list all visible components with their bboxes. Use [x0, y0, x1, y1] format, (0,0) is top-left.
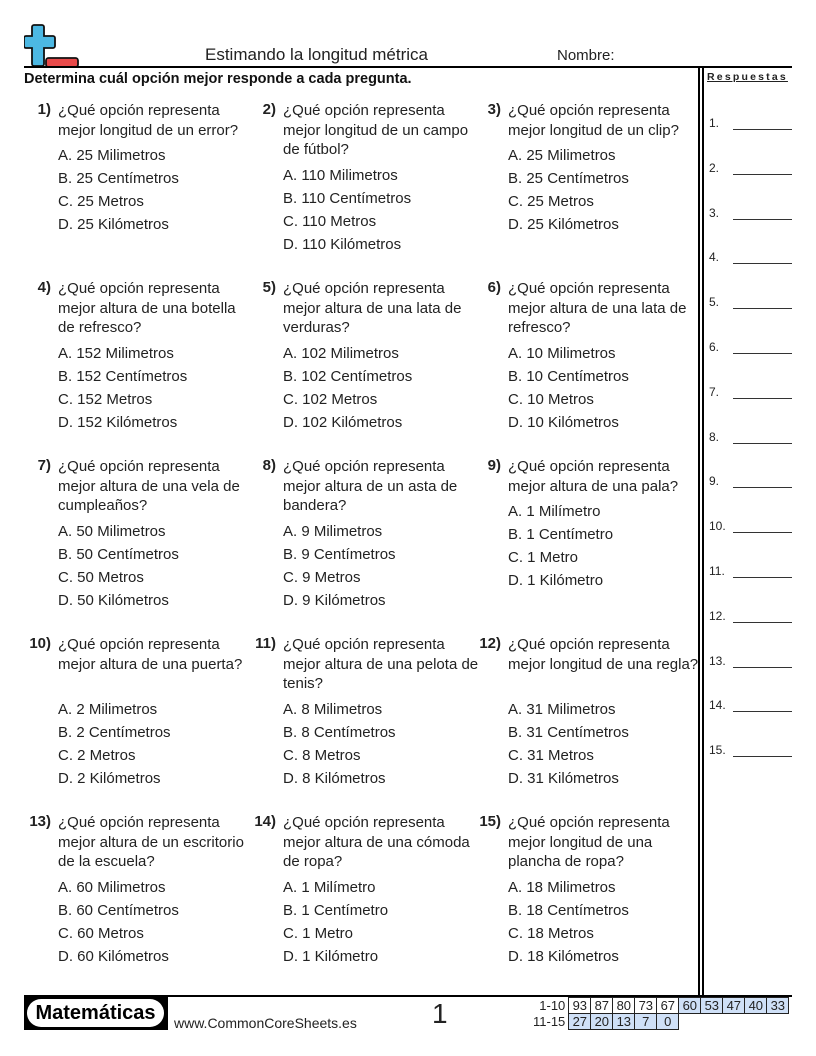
question-number: 11) — [255, 635, 276, 652]
option-a[interactable]: A. 31 Milimetros — [508, 700, 616, 718]
score-cell: 73 — [635, 998, 657, 1014]
answer-row — [709, 609, 793, 625]
answer-row — [709, 474, 793, 490]
answer-row — [709, 161, 793, 177]
answer-row — [709, 206, 793, 222]
site-url: www.CommonCoreSheets.es — [174, 1015, 357, 1031]
answer-blank[interactable] — [733, 487, 792, 488]
option-a[interactable]: A. 50 Milimetros — [58, 522, 166, 540]
score-cell: 0 — [657, 1014, 679, 1030]
question-number: 2) — [262, 101, 276, 118]
answer-options — [58, 876, 179, 968]
score-row — [530, 1014, 789, 1030]
option-a[interactable]: A. 25 Milimetros — [508, 147, 616, 164]
question-number: 9) — [487, 457, 501, 474]
option-c[interactable]: C. 25 Metros — [58, 193, 144, 210]
score-cell: 40 — [745, 998, 767, 1014]
score-cell: 67 — [657, 998, 679, 1014]
answer-number: 6. — [709, 340, 720, 354]
score-cell: 7 — [635, 1014, 657, 1030]
score-row — [530, 998, 789, 1014]
answer-options — [58, 520, 179, 612]
option-c[interactable]: C. 102 Metros — [283, 390, 378, 408]
score-cell: 53 — [701, 998, 723, 1014]
question-number: 10) — [29, 635, 51, 652]
option-a[interactable]: A. 102 Milimetros — [283, 344, 399, 362]
option-d[interactable]: D. 10 Kilómetros — [508, 413, 619, 431]
score-cell: 47 — [723, 998, 745, 1014]
answer-options — [508, 876, 629, 968]
question-text: ¿Qué opción representa mejor altura de una lata de refresco? — [508, 280, 687, 336]
option-d[interactable]: D. 2 Kilómetros — [58, 769, 161, 787]
score-cell: 33 — [767, 998, 789, 1014]
score-cell: 60 — [679, 998, 701, 1014]
answer-row — [709, 654, 793, 670]
option-a[interactable]: A. 25 Milimetros — [58, 147, 166, 164]
question-text: ¿Qué opción representa mejor altura de un escritorio de la escuela? — [58, 814, 244, 870]
answer-number: 10. — [709, 519, 726, 534]
option-d[interactable]: D. 152 Kilómetros — [58, 413, 178, 431]
answer-blank[interactable] — [733, 308, 792, 309]
question-text: ¿Qué opción representa mejor altura de una puerta? — [58, 636, 243, 673]
answer-blank[interactable] — [733, 711, 792, 712]
option-c[interactable]: C. 2 Metros — [58, 746, 136, 764]
question-4 — [24, 279, 249, 449]
option-b[interactable]: B. 2 Centímetros — [58, 723, 171, 741]
answer-blank[interactable] — [733, 577, 792, 578]
option-b[interactable]: B. 9 Centímetros — [283, 545, 396, 563]
answer-blank[interactable] — [733, 353, 792, 354]
answer-options — [58, 342, 187, 434]
answer-blank[interactable] — [733, 398, 792, 399]
question-12 — [474, 635, 699, 805]
option-b[interactable]: B. 10 Centímetros — [508, 367, 629, 385]
option-a[interactable]: A. 1 Milímetro — [283, 878, 376, 896]
option-a[interactable]: A. 8 Milimetros — [283, 700, 383, 718]
question-number: 4) — [37, 279, 51, 296]
question-3 — [474, 101, 699, 271]
score-cell: 87 — [591, 998, 613, 1014]
answer-options — [508, 698, 629, 790]
question-7 — [24, 457, 249, 627]
option-b[interactable]: B. 60 Centímetros — [58, 901, 179, 919]
option-c[interactable]: C. 9 Metros — [283, 568, 361, 586]
question-text: ¿Qué opción representa mejor altura de una botella de refresco? — [58, 280, 236, 336]
logo-plus-minus-icon — [24, 24, 80, 68]
answer-number: 2. — [709, 160, 720, 175]
answer-number: 3. — [709, 205, 720, 220]
option-b[interactable]: B. 8 Centímetros — [283, 723, 396, 741]
score-cell: 93 — [569, 998, 591, 1014]
answer-number: 15. — [709, 743, 726, 758]
score-cell: 20 — [591, 1014, 613, 1030]
answer-options — [283, 698, 396, 790]
answer-row — [709, 250, 793, 266]
question-11 — [249, 635, 479, 805]
question-number: 8) — [262, 457, 276, 474]
answer-row — [709, 295, 793, 311]
question-text: ¿Qué opción representa mejor altura de una pala? — [508, 458, 679, 495]
question-number: 3) — [487, 101, 501, 118]
question-number: 15) — [479, 813, 501, 830]
question-number: 13) — [29, 813, 51, 830]
answer-row — [709, 564, 793, 580]
option-c[interactable]: C. 25 Metros — [508, 193, 594, 210]
option-d[interactable]: D. 25 Kilómetros — [508, 216, 619, 233]
question-text: ¿Qué opción representa mejor altura de una pelota de tenis? — [283, 636, 479, 692]
answer-row — [709, 340, 793, 356]
option-c[interactable]: C. 10 Metros — [508, 390, 594, 408]
answer-options — [58, 698, 171, 790]
question-6 — [474, 279, 699, 449]
question-text: ¿Qué opción representa mejor longitud de un error? — [58, 102, 239, 139]
option-d[interactable]: D. 1 Kilómetro — [508, 572, 604, 589]
question-8 — [249, 457, 474, 627]
question-number: 6) — [487, 279, 501, 296]
answer-blank[interactable] — [733, 622, 792, 623]
answer-blank[interactable] — [733, 219, 792, 220]
question-number: 14) — [254, 813, 276, 830]
answers-title: Respuestas — [707, 71, 788, 83]
option-a[interactable]: A. 60 Milimetros — [58, 878, 166, 896]
option-c[interactable]: C. 1 Metro — [508, 549, 579, 566]
option-c[interactable]: C. 8 Metros — [283, 746, 361, 764]
question-text: ¿Qué opción representa mejor longitud de una plancha de ropa? — [508, 814, 670, 870]
option-a[interactable]: A. 1 Milímetro — [508, 503, 601, 520]
option-b[interactable]: B. 110 Centímetros — [283, 189, 412, 207]
worksheet-title: Estimando la longitud métrica — [205, 45, 429, 64]
question-5 — [249, 279, 474, 449]
answer-number: 7. — [709, 384, 720, 399]
answer-options — [58, 144, 179, 236]
header-divider — [24, 66, 792, 68]
name-label: Nombre: — [557, 47, 615, 64]
score-table — [530, 997, 789, 1030]
option-b[interactable]: B. 50 Centímetros — [58, 545, 179, 563]
answer-options — [283, 164, 411, 256]
option-b[interactable]: B. 31 Centímetros — [508, 723, 629, 741]
answer-blank[interactable] — [733, 443, 792, 444]
option-c[interactable]: C. 31 Metros — [508, 746, 594, 764]
option-b[interactable]: B. 1 Centímetro — [508, 526, 614, 543]
option-d[interactable]: D. 60 Kilómetros — [58, 947, 169, 965]
answer-blank[interactable] — [733, 129, 792, 130]
option-c[interactable]: C. 50 Metros — [58, 568, 144, 586]
score-cell: 13 — [613, 1014, 635, 1030]
option-d[interactable]: D. 1 Kilómetro — [283, 947, 379, 965]
option-d[interactable]: D. 50 Kilómetros — [58, 591, 169, 609]
answer-row — [709, 698, 793, 714]
answer-blank[interactable] — [733, 263, 792, 264]
option-d[interactable]: D. 102 Kilómetros — [283, 413, 403, 431]
option-c[interactable]: C. 1 Metro — [283, 924, 354, 942]
answer-options — [508, 342, 629, 434]
option-a[interactable]: A. 9 Milimetros — [283, 522, 383, 540]
answer-number: 5. — [709, 295, 720, 310]
option-d[interactable]: D. 110 Kilómetros — [283, 235, 402, 253]
option-c[interactable]: C. 152 Metros — [58, 390, 153, 408]
option-d[interactable]: D. 9 Kilómetros — [283, 591, 386, 609]
answer-options — [283, 520, 396, 612]
answer-row — [709, 385, 793, 401]
answer-options — [508, 144, 629, 236]
answer-number: 4. — [709, 250, 720, 265]
answer-blank[interactable] — [733, 667, 792, 668]
answer-number: 8. — [709, 429, 720, 444]
question-number: 1) — [37, 101, 51, 118]
answer-blank[interactable] — [733, 174, 792, 175]
answer-row — [709, 519, 793, 535]
option-b[interactable]: B. 18 Centímetros — [508, 901, 629, 919]
answer-blank[interactable] — [733, 532, 792, 533]
score-row-label: 1-10 — [539, 998, 566, 1013]
page-number: 1 — [432, 998, 448, 1029]
option-c[interactable]: C. 60 Metros — [58, 924, 144, 942]
question-text: ¿Qué opción representa mejor longitud de un campo de fútbol? — [283, 102, 469, 158]
option-a[interactable]: A. 18 Milimetros — [508, 878, 616, 896]
answer-number: 14. — [709, 698, 726, 713]
brand-label: Matemáticas — [27, 999, 164, 1027]
question-text: ¿Qué opción representa mejor altura de un asta de bandera? — [283, 458, 458, 514]
question-number: 7) — [37, 457, 51, 474]
option-b[interactable]: B. 1 Centímetro — [283, 901, 389, 919]
option-b[interactable]: B. 25 Centímetros — [508, 170, 629, 187]
answer-blank[interactable] — [733, 756, 792, 757]
option-b[interactable]: B. 102 Centímetros — [283, 367, 413, 385]
question-text: ¿Qué opción representa mejor longitud de una regla? — [508, 636, 699, 673]
answer-options — [283, 342, 412, 434]
score-cell: 80 — [613, 998, 635, 1014]
answer-number: 13. — [709, 653, 726, 668]
option-c[interactable]: C. 110 Metros — [283, 212, 377, 230]
option-d[interactable]: D. 8 Kilómetros — [283, 769, 386, 787]
question-text: ¿Qué opción representa mejor altura de una lata de verduras? — [283, 280, 462, 336]
option-c[interactable]: C. 18 Metros — [508, 924, 594, 942]
answer-number: 11. — [709, 564, 725, 578]
instructions: Determina cuál opción mejor responde a cada pregunta. — [24, 71, 412, 87]
question-number: 5) — [262, 279, 276, 296]
answer-row — [709, 116, 793, 132]
question-2 — [249, 101, 474, 271]
answer-number: 1. — [709, 116, 720, 130]
answer-row — [709, 743, 793, 759]
score-row-label: 11-15 — [533, 1014, 566, 1029]
question-13 — [24, 813, 249, 983]
question-text: ¿Qué opción representa mejor altura de una vela de cumpleaños? — [58, 458, 240, 514]
option-d[interactable]: D. 18 Kilómetros — [508, 947, 619, 965]
option-d[interactable]: D. 25 Kilómetros — [58, 216, 169, 233]
answer-options — [283, 876, 388, 968]
question-number: 12) — [479, 635, 501, 652]
answer-options — [508, 500, 613, 592]
question-9 — [474, 457, 699, 627]
score-cell: 27 — [569, 1014, 591, 1030]
answer-number: 12. — [709, 608, 726, 623]
question-15 — [474, 813, 699, 983]
option-a[interactable]: A. 2 Milimetros — [58, 700, 158, 718]
option-b[interactable]: B. 25 Centímetros — [58, 170, 179, 187]
answer-row — [709, 430, 793, 446]
question-14 — [249, 813, 474, 983]
option-d[interactable]: D. 31 Kilómetros — [508, 769, 619, 787]
option-a[interactable]: A. 152 Milimetros — [58, 344, 174, 362]
question-text: ¿Qué opción representa mejor altura de una cómoda de ropa? — [283, 814, 470, 870]
question-1 — [24, 101, 249, 271]
option-b[interactable]: B. 152 Centímetros — [58, 367, 188, 385]
answer-number: 9. — [709, 474, 720, 489]
option-a[interactable]: A. 10 Milimetros — [508, 344, 616, 362]
question-text: ¿Qué opción representa mejor longitud de un clip? — [508, 102, 679, 139]
option-a[interactable]: A. 110 Milimetros — [283, 166, 398, 184]
question-10 — [24, 635, 249, 805]
